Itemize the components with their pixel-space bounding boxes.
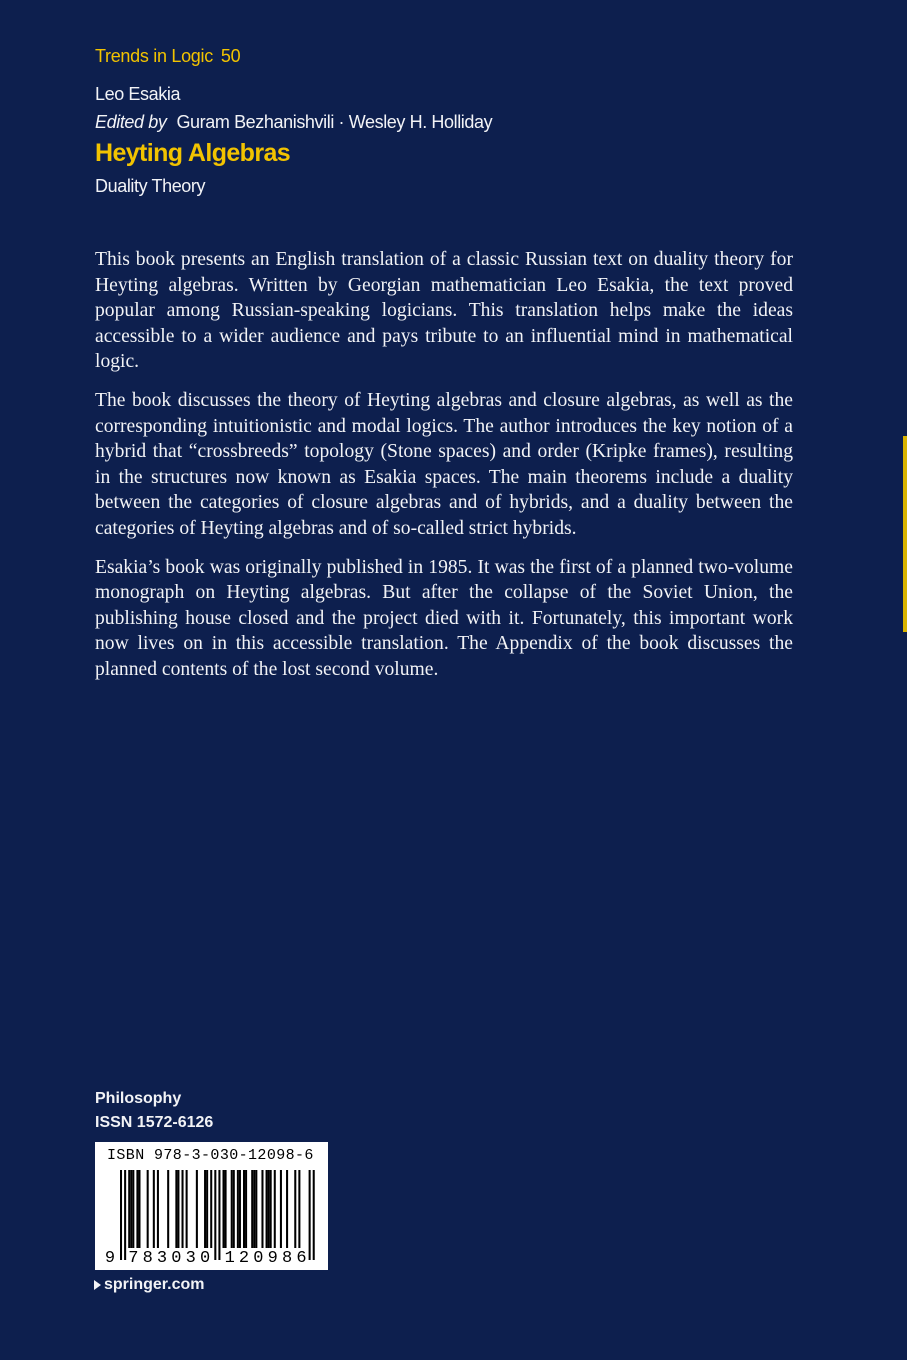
barcode-bar — [274, 1170, 276, 1248]
series-name: Trends in Logic — [95, 46, 213, 66]
barcode-digit: 8 — [281, 1249, 293, 1268]
barcode-digit: 9 — [104, 1249, 116, 1268]
barcode-bar — [136, 1170, 138, 1248]
barcode-bar — [167, 1170, 169, 1248]
barcode-digit: 3 — [156, 1249, 168, 1268]
barcode-bar — [255, 1170, 257, 1248]
barcode-bar — [210, 1170, 212, 1248]
barcode-bar — [253, 1170, 255, 1248]
barcode-digit: 9 — [267, 1249, 278, 1268]
subject-label: Philosophy — [95, 1090, 182, 1107]
barcode-bar — [132, 1170, 134, 1248]
barcode-bars — [95, 1142, 328, 1270]
barcode-bar — [182, 1170, 184, 1248]
barcode-bar — [286, 1170, 288, 1248]
barcode-digit: 3 — [185, 1249, 196, 1268]
author-name: Leo Esakia — [95, 84, 181, 104]
barcode-bar — [157, 1170, 159, 1248]
barcode-bar — [245, 1170, 247, 1248]
barcode-bar — [204, 1170, 206, 1248]
blurb-paragraph: The book discusses the theory of Heyting algebras and closure algebras, as well as the corresponding intuitionistic and modal logics. The author introduces the key notion of a hybrid that “crossbreeds” topology (Stone spaces) and order (Kripke frames), resulting in the structures now known as Esakia spaces. The main theorems include a duality between the categories of closure algebras and of hybrids, and a duality between the categories of Heyting algebras and of so-called strict hybrids. — [95, 389, 793, 539]
barcode-bar — [124, 1170, 126, 1260]
edited-by-label: Edited by — [95, 112, 167, 132]
barcode-digit: 0 — [171, 1249, 182, 1268]
barcode-bar — [206, 1170, 208, 1248]
barcode-digit: 0 — [253, 1249, 264, 1268]
barcode-bar — [128, 1170, 130, 1248]
series-volume: 50 — [220, 46, 241, 66]
publisher-url: springer.com — [104, 1276, 205, 1293]
barcode-bar — [196, 1170, 198, 1248]
editors-line — [95, 112, 492, 133]
editor-names: Guram Bezhanishvili · Wesley H. Holliday — [176, 112, 493, 132]
barcode-bar — [231, 1170, 233, 1248]
barcode-digit: 7 — [128, 1249, 139, 1268]
blurb — [95, 247, 793, 696]
barcode-digit: 1 — [224, 1249, 235, 1268]
book-title: Heyting Algebras — [95, 139, 291, 167]
blurb-paragraph: This book presents an English translation of a classic Russian text on duality theory for Heyting algebras. Written by Georgian mathematician Leo Esakia, the text proved popular among Russian-speaking logicians. This translation helps make the ideas accessible to a wider audience and pays tribute to an influential mind in mathematical logic. — [95, 249, 793, 373]
barcode-bar — [298, 1170, 300, 1248]
barcode-digit: 6 — [296, 1249, 307, 1268]
barcode-digit: 0 — [199, 1249, 211, 1268]
blurb-paragraph: Esakia’s book was originally published in 1985. It was the first of a planned two-volume monograph on Heyting algebras. But after the collapse of the Soviet Union, the publishing house closed and the project died with it. Fortunately, this important work now lives on in this accessible translation. The Appendix of the book discusses the planned contents of the lost second volume. — [95, 556, 793, 680]
barcode-bar — [239, 1170, 241, 1248]
barcode-bar — [218, 1170, 220, 1260]
barcode-bar — [153, 1170, 155, 1248]
barcode-bar — [175, 1170, 177, 1248]
barcode-bar — [233, 1170, 235, 1248]
publisher-link[interactable] — [94, 1276, 204, 1294]
book-subtitle: Duality Theory — [95, 176, 206, 196]
barcode-bar — [243, 1170, 245, 1248]
issn-label: ISSN 1572-6126 — [95, 1114, 214, 1131]
barcode-bar — [313, 1170, 315, 1260]
barcode-bar — [138, 1170, 140, 1248]
barcode-bar — [266, 1170, 268, 1248]
barcode-bar — [130, 1170, 132, 1248]
barcode — [95, 1142, 328, 1270]
barcode-bar — [120, 1170, 122, 1260]
barcode-bar — [186, 1170, 188, 1248]
barcode-digit: 8 — [142, 1249, 153, 1268]
barcode-bar — [261, 1170, 263, 1248]
barcode-bar — [237, 1170, 239, 1248]
barcode-digit: 2 — [238, 1249, 250, 1268]
barcode-bar — [294, 1170, 296, 1248]
barcode-bar — [268, 1170, 270, 1248]
barcode-bar — [251, 1170, 253, 1248]
edge-mark — [903, 436, 907, 632]
isbn-text: ISBN 978-3-030-12098-6 — [107, 1147, 314, 1164]
barcode-bar — [147, 1170, 149, 1248]
arrow-right-icon — [94, 1280, 101, 1290]
barcode-bar — [270, 1170, 272, 1248]
barcode-bar — [309, 1170, 311, 1260]
barcode-bar — [225, 1170, 227, 1248]
barcode-bar — [214, 1170, 216, 1260]
barcode-bar — [280, 1170, 282, 1248]
barcode-bar — [177, 1170, 179, 1248]
series-heading — [95, 46, 240, 67]
barcode-bar — [223, 1170, 225, 1248]
